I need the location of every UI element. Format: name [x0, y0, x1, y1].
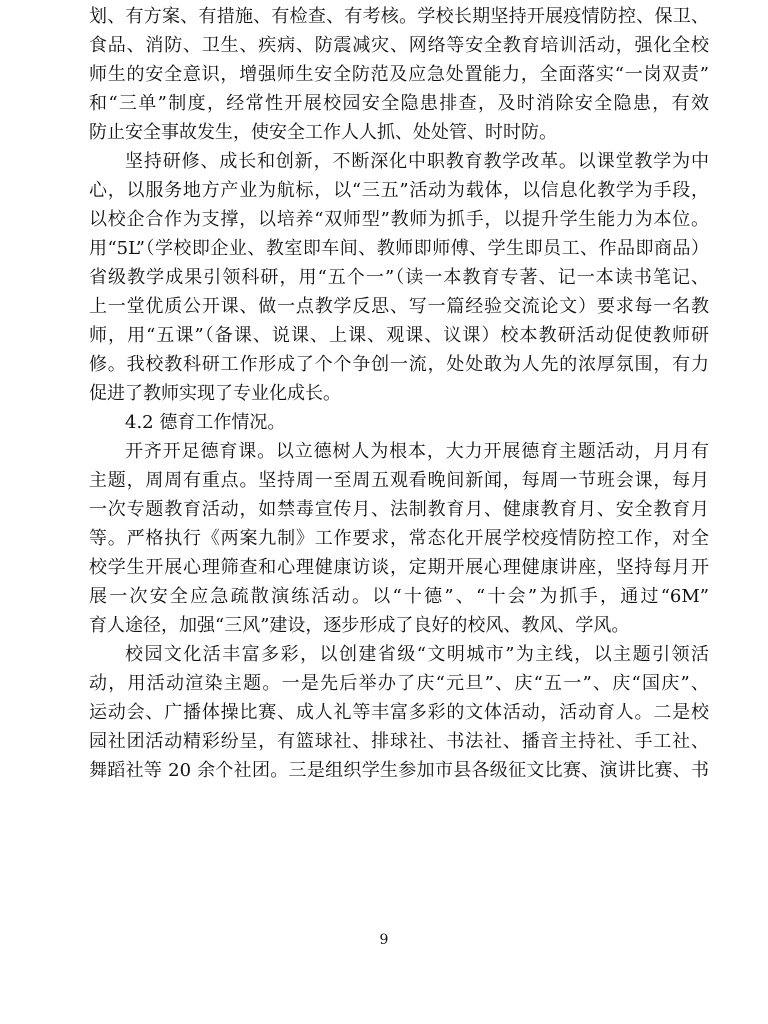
p1-line-5: 防止安全事故发生，使安全工作人人抓、处处管、时时防。 — [89, 122, 557, 143]
p2-line-6: 上一堂优质公开课、做一点教学反思、写一篇经验交流论文）要求每一名教 — [89, 296, 709, 317]
section-heading: 4.2 德育工作情况。 — [125, 412, 286, 433]
p2-line-9: 促进了教师实现了专业化成长。 — [89, 383, 341, 404]
p2-line-5: 省级教学成果引领科研，用“五个一”（读一本教育专著、记一本读书笔记、 — [89, 267, 709, 288]
p3-line-5: 校学生开展心理筛查和心理健康访谈，定期开展心理健康讲座，坚持每月开 — [89, 557, 709, 578]
page-number: 9 — [379, 932, 389, 948]
p3-line-2: 主题，周周有重点。坚持周一至周五观看晚间新闻，每周一节班会课，每月 — [89, 470, 709, 491]
p4-line-4: 园社团活动精彩纷呈，有篮球社、排球社、书法社、播音主持社、手工社、 — [89, 731, 709, 752]
p4-line-5: 舞蹈社等 20 余个社团。三是组织学生参加市县各级征文比赛、演讲比赛、书 — [89, 760, 709, 781]
p1-line-2: 食品、消防、卫生、疾病、防震减灾、网络等安全教育培训活动，强化全校 — [89, 35, 709, 56]
body-text — [89, 2, 709, 785]
p2-line-4: 用“5L”（学校即企业、教室即车间、教师即师傅、学生即员工、作品即商品） — [89, 238, 709, 259]
p3-line-4: 等。严格执行《两案九制》工作要求，常态化开展学校疫情防控工作，对全 — [89, 528, 709, 549]
p3-line-3: 一次专题教育活动，如禁毒宣传月、法制教育月、健康教育月、安全教育月 — [89, 499, 709, 520]
p2-line-1: 坚持研修、成长和创新，不断深化中职教育教学改革。以课堂教学为中 — [125, 151, 709, 172]
p1-line-1: 划、有方案、有措施、有检查、有考核。学校长期坚持开展疫情防控、保卫、 — [89, 6, 709, 27]
p4-line-2: 动，用活动渲染主题。一是先后举办了庆“元旦”、庆“五一”、庆“国庆”、 — [89, 673, 709, 694]
p3-line-7: 育人途径，加强“三风”建设，逐步形成了良好的校风、教风、学风。 — [89, 615, 630, 636]
p3-line-1: 开齐开足德育课。以立德树人为根本，大力开展德育主题活动，月月有 — [125, 441, 709, 462]
p2-line-2: 心，以服务地方产业为航标，以“三五”活动为载体，以信息化教学为手段， — [89, 180, 709, 201]
p2-line-7: 师，用“五课”（备课、说课、上课、观课、议课）校本教研活动促使教师研 — [89, 325, 709, 346]
p1-line-3: 师生的安全意识，增强师生安全防范及应急处置能力，全面落实“一岗双责” — [89, 64, 709, 85]
p2-line-8: 修。我校教科研工作形成了个个争创一流，处处敢为人先的浓厚氛围，有力 — [89, 354, 709, 375]
p1-line-4: 和“三单”制度，经常性开展校园安全隐患排查，及时消除安全隐患，有效 — [89, 93, 709, 114]
p3-line-6: 展一次安全应急疏散演练活动。以“十德”、“十会”为抓手，通过“6M” — [89, 586, 709, 607]
p4-line-3: 运动会、广播体操比赛、成人礼等丰富多彩的文体活动，活动育人。二是校 — [89, 702, 709, 723]
p2-line-3: 以校企合作为支撑，以培养“双师型”教师为抓手，以提升学生能力为本位。 — [89, 209, 709, 230]
p4-line-1: 校园文化活丰富多彩，以创建省级“文明城市”为主线，以主题引领活 — [125, 644, 709, 665]
